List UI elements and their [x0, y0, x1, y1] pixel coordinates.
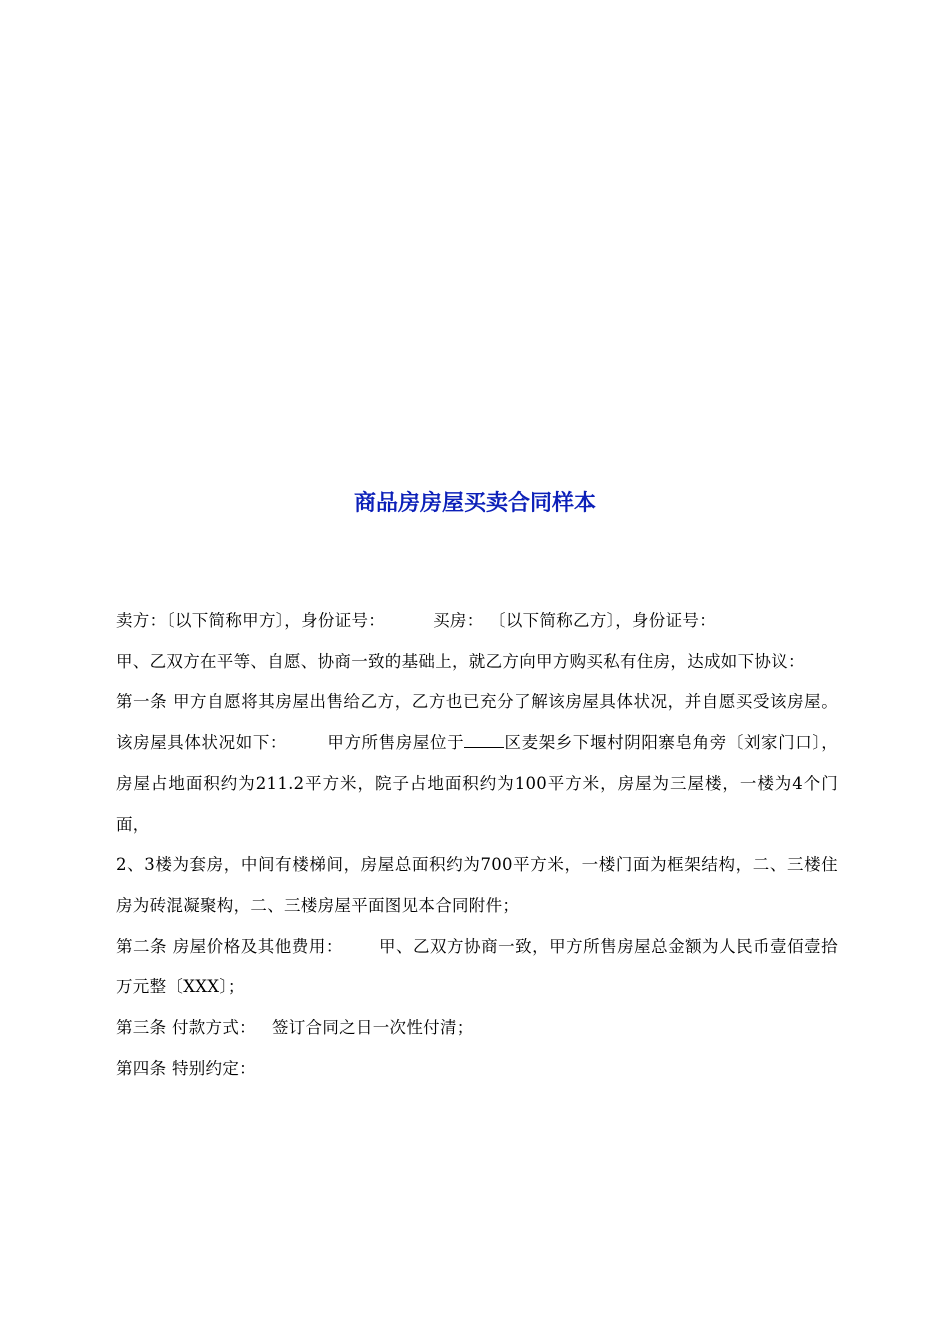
buyer-clause: 买房： 〔以下简称乙方〕，身份证号： — [433, 611, 717, 630]
paragraph-structure: 2、3楼为套房，中间有楼梯间，房屋总面积约为700平方米，一楼门面为框架结构，二、三楼住房为砖混凝聚构，二、三楼房屋平面图见本合同附件； — [116, 855, 838, 915]
paragraph-article-2 — [116, 927, 838, 1008]
article-2-heading: 第二条 房屋价格及其他费用： — [116, 936, 343, 956]
paragraph-article-1 — [116, 682, 838, 845]
article-3-body: 签订合同之日一次性付清； — [271, 1018, 474, 1038]
paragraph-parties — [116, 601, 838, 642]
paragraph-article-4: 第四条 特别约定： — [116, 1058, 256, 1078]
document-title: 商品房房屋买卖合同样本 — [353, 491, 596, 516]
paragraph-article-3 — [116, 1008, 838, 1049]
document-body — [116, 601, 838, 1089]
paragraph-preamble: 甲、乙双方在平等、自愿、协商一致的基础上，就乙方向甲方购买私有住房，达成如下协议： — [116, 651, 805, 671]
article-3-heading: 第三条 付款方式： — [116, 1018, 256, 1038]
article-1-details: 区麦架乡下堰村阴阳寨皂角旁〔刘家门口〕，房屋占地面积约为211.2平方米，院子占地面积约为100平方米，房屋为三屋楼，一楼为4个门面， — [116, 733, 839, 834]
article-2-body: 甲、乙双方协商一致，甲方所售房屋总金额为人民币壹佰壹拾万元整〔XXX〕； — [116, 936, 838, 997]
article-1-intro: 第一条 甲方自愿将其房屋出售给乙方，乙方也已充分了解该房屋具体状况，并自愿买受该房屋。该房屋具体状况如下： — [116, 692, 838, 753]
blank-line — [464, 733, 504, 748]
seller-clause: 卖方：〔以下简称甲方〕，身份证号： — [116, 611, 386, 630]
article-1-location: 甲方所售房屋位于 — [327, 733, 465, 753]
